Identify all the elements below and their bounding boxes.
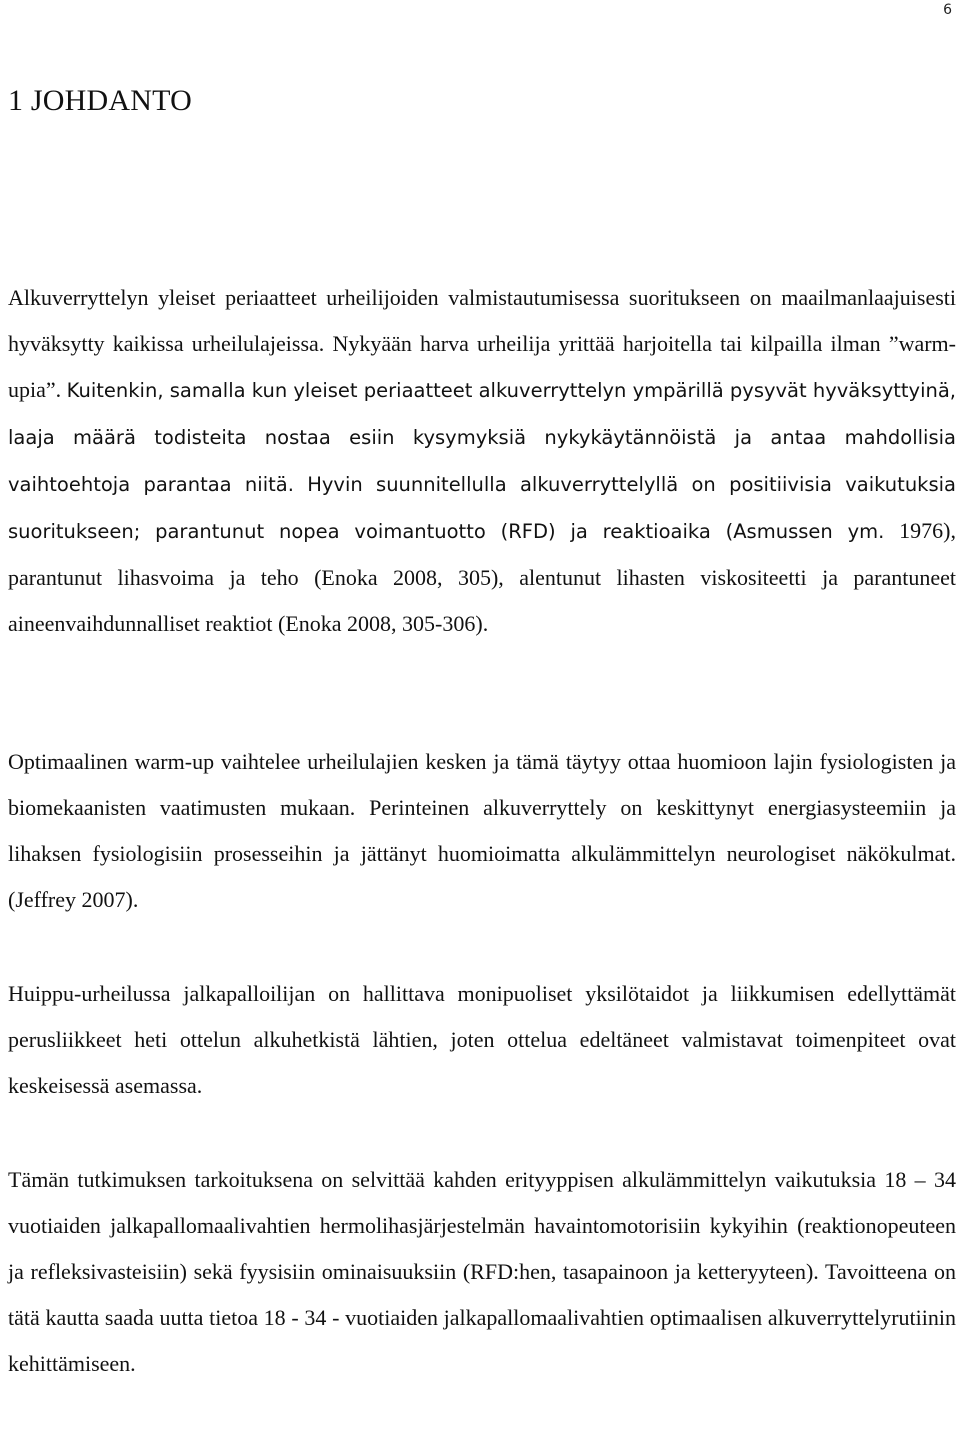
paragraph-text: Kuitenkin, samalla kun yleiset periaatteet alkuverryttelyn ympärillä pysyvät hyväksyttyinä, laaja määrä todisteita nostaa esiin kysymyksiä nykykäytännöistä ja antaa mahdollisia vaihtoehtoja parantaa niitä. Hyvin suunnitellulla alkuverryttelyllä on positiivisia vaikutuksia suoritukseen; parantunut nopea voimantuotto (RFD) ja reaktioaika (Asmussen ym. [8,379,956,543]
paragraph-warmup-principles [8,275,956,647]
paragraph-optimal-warmup [8,739,956,923]
paragraph-text: Optimaalinen warm-up vaihtelee urheilulajien kesken ja tämä täytyy ottaa huomioon lajin fysiologisten ja biomekaanisten vaatimusten mukaan. [8,749,956,820]
chapter-title: 1 JOHDANTO [8,84,192,117]
paragraph-elite-football [8,971,956,1109]
paragraph-study-aim [8,1157,956,1387]
page-number: 6 [943,2,952,18]
paragraph-text: Perinteinen alkuverryttely on keskittynyt energiasysteemiin ja lihaksen fysiologisiin prosesseihin ja jättänyt huomioimatta alkulämmittelyn neurologiset näkökulmat. (Jeffrey 2007). [8,795,957,912]
paragraph-text: 1976), parantunut lihasvoima ja teho (Enoka 2008, 305), alentunut lihasten viskositeetti ja parantuneet aineenvaihdunnalliset reaktiot (Enoka 2008, 305-306). [8,518,956,636]
paragraph-text: Tämän tutkimuksen tarkoituksena on selvittää kahden erityyppisen alkulämmittelyn vaikutuksia 18 – 34 vuotiaiden jalkapallomaalivahtien hermolihasjärjestelmän havaintomotorisiin kykyihin (reaktionopeuteen ja refleksivasteisiin) sekä fyysisiin ominaisuuksiin (RFD:hen, tasapainoon ja ketteryyteen). Tavoitteena on tätä kautta saada uutta tietoa 18 - 34 - vuotiaiden jalkapallomaalivahtien optimaalisen alkuverryttelyrutiinin kehittämiseen. [8,1167,956,1376]
paragraph-text: Alkuverryttelyn yleiset periaatteet urheilijoiden valmistautumisessa suoritukseen on maailmanlaajuisesti hyväksytty kaikissa urheilulajeissa. Nykyään harva urheilija yrittää harjoitella tai kilpailla ilman ”warm-upia”. [8,285,956,402]
paragraph-text: Huippu-urheilussa jalkapalloilijan on hallittava monipuoliset yksilötaidot ja liikkumisen edellyttämät perusliikkeet heti ottelun alkuhetkistä lähtien, joten ottelua edeltäneet valmistavat toimenpiteet ovat keskeisessä asemassa. [8,981,956,1098]
